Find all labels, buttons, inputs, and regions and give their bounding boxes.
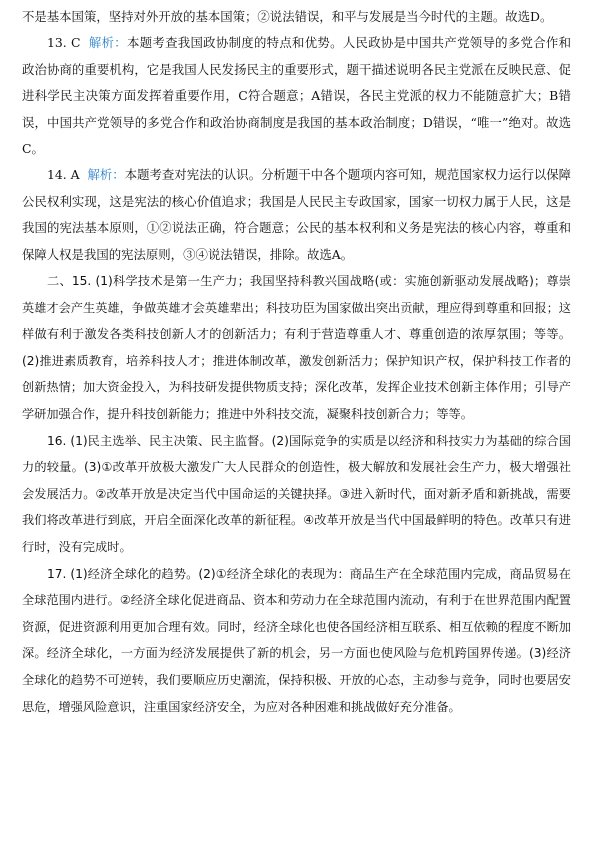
answer-15 <box>22 268 571 428</box>
answer-17 <box>22 561 571 721</box>
answer-16 <box>22 428 571 561</box>
analysis-text: 本题考查对宪法的认识。分析题干中各个题项内容可知，规范国家权力运行以保障公民权利实现，这是宪法的核心价值追求；我国是人民民主专政国家，国家一切权力属于人民，这是我国的宪法基本原则，①②说法正确，符合题意；公民的基本权利和义务是宪法的核心内容，尊重和保障人权是我国的宪法原则，③④说法错误，排除。故选A。 <box>22 167 572 262</box>
answer-text: 二、15. (1)科学技术是第一生产力；我国坚持科教兴国战略(或：实施创新驱动发展战略)；尊崇英雄才会产生英雄，争做英雄才会英雄辈出；科技功臣为国家做出突出贡献，理应得到尊重和回报；这样做有利于激发各类科技创新人才的创新活力；有利于营造尊重人才、尊重创造的浓厚氛围；等等。(2)推进素质教育，培养科技人才；推进体制改革，激发创新活力；保护知识产权，保护科技工作者的创新热情；加大资金投入，为科技研发提供物质支持；深化改革，发挥企业技术创新主体作用；引导产学研加强合作，提升科技创新能力；推进中外科技交流，凝聚科技创新合力；等等。 <box>22 274 571 422</box>
answer-text: 16. (1)民主选举、民主决策、民主监督。(2)国际竞争的实质是以经济和科技实力为基础的综合国力的较量。(3)①改革开放极大激发广大人民群众的创造性，极大解放和发展社会生产力，极大增强社会发展活力。②改革开放是决定当代中国命运的关键抉择。③进入新时代，面对新矛盾和新挑战，需要我们将改革进行到底，开启全面深化改革的新征程。④改革开放是当代中国最鲜明的特色。改革只有进行时，没有完成时。 <box>22 433 571 554</box>
answer-text: 17. (1)经济全球化的趋势。(2)①经济全球化的表现为：商品生产在全球范围内完成，商品贸易在全球范围内进行。②经济全球化促进商品、资本和劳动力在全球范围内流动，有利于在世界范围内配置资源，促进资源利用更加合理有效。同时，经济全球化也使各国经济相互联系、相互依赖的程度不断加深。经济全球化，一方面为经济发展提供了新的机会，另一方面也使风险与危机跨国界传递。(3)经济全球化的趋势不可逆转，我们要顺应历史潮流，保持积极、开放的心态，主动参与竞争，同时也要居安思危，增强风险意识，注重国家经济安全，为应对各种困难和挑战做好充分准备。 <box>22 566 571 714</box>
analysis-text: 本题考查我国政协制度的特点和优势。人民政协是中国共产党领导的多党合作和政治协商的重要机构，它是我国人民发扬民主的重要形式，题干描述说明各民主党派在反映民意、促进科学民主决策方面发挥着重要作用，C符合题意；A错误，各民主党派的权力不能随意扩大；B错误，中国共产党领导的多党合作和政治协商制度是我国的基本政治制度；D错误，“唯一”绝对。故选C。 <box>22 35 572 157</box>
paragraph-continued <box>22 4 571 30</box>
paragraph-text: 不是基本国策，坚持对外开放的基本国策；②说法错误，和平与发展是当今时代的主题。故选D。 <box>22 9 553 24</box>
answer-13 <box>22 30 571 162</box>
answer-label: 14. A <box>47 167 80 183</box>
answer-14 <box>22 162 571 268</box>
answer-label: 13. C <box>47 35 81 51</box>
analysis-keyword: 解析： <box>87 167 125 183</box>
analysis-keyword: 解析： <box>88 35 128 51</box>
